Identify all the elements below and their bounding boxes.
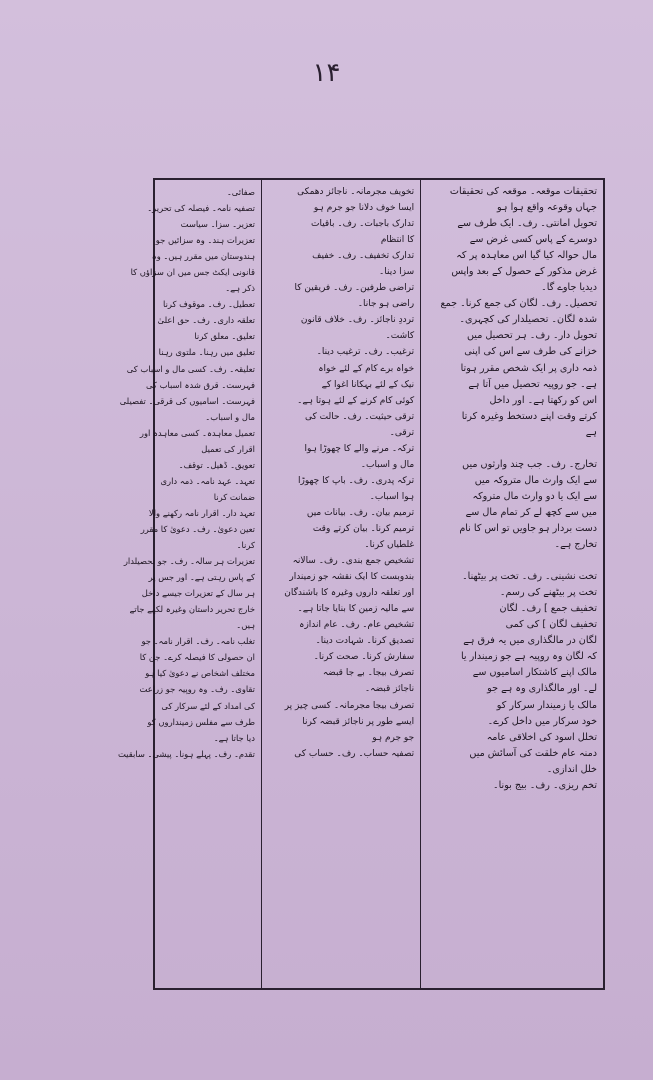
entry-line: [427, 441, 597, 457]
entry-line: [427, 553, 597, 569]
page-number: ۱۴: [312, 58, 341, 88]
entry-line: فہرست۔ قرق شدہ اسباب کی: [145, 379, 255, 390]
entry-line: ترقی۔: [389, 427, 415, 438]
entry-line: ترمیم کرنا۔ بیان کرتے وقت: [312, 523, 415, 534]
entry-line: خارج تحریر داستان وغیرہ لکھے جاتے: [129, 604, 255, 615]
column-right: [421, 180, 603, 988]
entry-line: طرف سے مفلس زمینداروں کو: [147, 716, 255, 727]
entry-line: تشخیص جمع بندی۔ رف۔ سالانہ: [292, 556, 415, 567]
entry-line: مالک اپنے کاشتکار اسامیوں سے: [472, 667, 597, 679]
entry-line: شدہ لگان۔ تحصیلدار کی کچہری۔: [459, 314, 597, 326]
entry-line: سزا دینا۔: [379, 267, 415, 278]
entry-line: میں سے کچھ لے کر تمام مال سے: [465, 506, 597, 518]
entry-line: تعلیقہ۔ رف۔ کسی مال و اسباب کی: [126, 363, 255, 374]
entry-line: ترکہ۔ مرنے والے کا چھوڑا ہوا: [304, 443, 415, 454]
entry-line: کا انتظام: [380, 235, 415, 246]
entry-line: تقدم۔ رف۔ پہلے ہونا۔ پیشی۔ سابقیت: [117, 748, 255, 759]
entry-line: تعزیرات ہند۔ وہ سزائیں جو: [155, 235, 255, 246]
entry-line: تراضی طرفین۔ رف۔ فریقین کا: [294, 283, 415, 294]
entry-line: تخفیف لگان ] کی کمی: [505, 619, 597, 631]
entry-line: تصدیق کرنا۔ شہادت دینا۔: [315, 636, 415, 647]
entry-line: تعہد۔ عہد نامہ۔ ذمہ داری: [160, 475, 255, 486]
entry-line: بندوبست کا ایک نقشہ جو زمیندار: [289, 572, 415, 583]
entry-line: تغلب نامہ۔ رف۔ اقرار نامہ۔ جو: [141, 636, 255, 647]
column-left: [117, 180, 261, 988]
entry-line: غرض مذکور کے حصول کے بعد واپس: [451, 266, 597, 278]
entry-line: خلل اندازی۔: [546, 763, 597, 775]
glossary-table: [117, 178, 605, 990]
entry-line: ایسا خوف دلانا جو جرم ہو: [313, 203, 415, 214]
entry-line: تقاوی۔ رف۔ وہ روپیہ جو زراعت: [139, 684, 255, 695]
entry-line: جہاں وقوعہ واقع ہوا ہو: [496, 202, 597, 214]
entry-line: تدارک باجبات۔ رف۔ باقیات: [310, 219, 415, 230]
entry-line: سے ایک وارث مال متروکہ میں: [474, 474, 597, 486]
entry-line: تشخیص عام۔ رف۔ عام اندازہ: [299, 620, 415, 631]
entry-line: کاشت۔: [385, 331, 415, 342]
entry-line: تعلیق۔ معلق کرنا: [194, 331, 255, 342]
entry-line: قانونی ایکٹ جس میں ان سزاؤں کا: [130, 267, 255, 278]
entry-line: تعزیر۔ سزا۔ سیاست: [180, 219, 255, 230]
entry-line: ان حصولی کا فیصلہ کرے۔ جن کا: [139, 652, 255, 663]
entry-line: اس کو رکھتا ہے۔ اور داخل: [489, 394, 597, 406]
entry-line: کی امداد کے لئے سرکار کی: [161, 700, 255, 711]
entry-line: تصفیہ نامہ۔ فیصلہ کی تحریر۔: [147, 203, 255, 214]
entry-line: تعمیل معاہدہ۔ کسی معاہدہ اور: [139, 427, 255, 438]
entry-line: تعطیل۔ رف۔ موقوف کرنا: [163, 299, 255, 310]
entry-line: ہوا اسباب۔: [369, 491, 415, 502]
entry-line: تعہد دار۔ اقرار نامہ رکھنے والا: [148, 507, 255, 518]
entry-line: ایسے طور پر ناجائز قبضہ کرنا: [302, 716, 415, 727]
entry-line: تخویف مجرمانہ۔ ناجائز دھمکی: [297, 187, 415, 197]
entry-line: دوسرے کے پاس کسی غرض سے: [469, 234, 597, 246]
entry-line: تخت نشینی۔ رف۔ تخت پر بیٹھنا۔: [462, 571, 597, 583]
entry-line: تحصیل۔ رف۔ لگان کی جمع کرنا۔ جمع: [440, 298, 597, 310]
entry-line: سے ایک یا دو وارث مال متروکہ: [472, 490, 597, 502]
entry-line: اقرار کی تعمیل: [201, 443, 255, 454]
entry-line: ہر سال کے تعزیرات جیسے داخل: [141, 588, 255, 599]
entry-line: تصرف بیجا۔ بے جا قبضہ: [322, 668, 415, 679]
entry-line: تدارک تخفیف۔ رف۔ خفیف: [312, 251, 415, 262]
entry-line: خود سرکار میں داخل کرے۔: [487, 715, 597, 727]
entry-line: نیک کے لئے بہکانا اغوا کے: [321, 379, 415, 390]
entry-line: تخم ریزی۔ رف۔ بیج بونا۔: [493, 779, 597, 791]
entry-line: تعویق۔ ڈھیل۔ توقف۔: [178, 459, 255, 470]
entry-line: ترددِ ناجائز۔ رف۔ خلاف قانون: [300, 315, 415, 326]
entry-line: مال و اسباب۔: [360, 459, 415, 470]
entry-line: سے مالیہ زمین کا بنایا جاتا ہے۔: [297, 604, 415, 615]
entry-line: جو جرم ہو: [372, 732, 415, 743]
entry-line: ہیں۔: [236, 620, 255, 631]
entry-line: کہ لگان وہ روپیہ ہے جو زمیندار یا: [460, 651, 597, 663]
entry-line: ترقی حیثیت۔ رف۔ حالت کی: [304, 411, 415, 422]
entry-line: مختلف اشخاص نے دعویٰ کیا ہو: [145, 668, 255, 679]
entry-line: تخت پر بیٹھنے کی رسم۔: [499, 587, 597, 599]
entry-line: دیدیا جاوے گا۔: [541, 282, 597, 294]
entry-line: ترغیب۔ رف۔ ترغیب دینا۔: [316, 347, 415, 358]
entry-line: مال و اسباب۔: [205, 411, 255, 422]
entry-line: دست بردار ہو جاویں تو اس کا نام: [459, 522, 597, 534]
entry-line: تحویل امانتی۔ رف۔ ایک طرف سے: [457, 218, 597, 230]
entry-line: راضی ہو جانا۔: [357, 299, 415, 310]
entry-line: تعلیق میں رہنا۔ ملتوی رہنا: [158, 347, 255, 358]
entry-line: تعلقہ داری۔ رف۔ حق اعلیٰ: [157, 315, 255, 326]
entry-line: ضمانت کرنا: [213, 491, 255, 502]
entry-line: فہرست۔ اسامیوں کی قرقی۔ تفصیلی: [119, 395, 255, 406]
entry-line: تصفیہ حساب۔ رف۔ حساب کی: [294, 748, 415, 759]
entry-line: تصرف بیجا مجرمانہ۔ کسی چیز پر: [284, 700, 415, 711]
entry-line: تحقیقات موقعہ۔ موقعہ کی تحقیقات: [449, 186, 597, 197]
entry-line: دمنہ عام خلقت کی آسائش میں: [469, 747, 597, 759]
entry-line: صفائی۔: [226, 187, 255, 197]
entry-line: ناجائز قبضہ۔: [364, 684, 415, 695]
entry-line: مالک یا زمیندار سرکار کو: [496, 699, 597, 711]
entry-line: ہندوستان میں مقرر ہیں۔ وہ: [151, 251, 255, 262]
entry-line: ذمہ داری پر ایک شخص مقرر ہوتا: [460, 362, 597, 374]
entry-line: ہے: [585, 426, 597, 438]
entry-line: خواہ برے کام کے لئے خواہ: [318, 363, 415, 374]
entry-line: کرنا۔: [236, 540, 255, 551]
column-middle: [261, 180, 421, 988]
entry-line: تعزیرات ہر سالہ۔ رف۔ جو تحصیلدار: [123, 556, 255, 567]
entry-line: ترکہ پدری۔ رف۔ باپ کا چھوڑا: [298, 475, 415, 486]
entry-line: تخارج۔ رف۔ جب چند وارثوں میں: [462, 458, 597, 470]
entry-line: کوئی کام کرنے کے لئے ہوتا ہے۔: [297, 395, 415, 406]
entry-line: تخلل اسود کی اخلاقی عامہ: [486, 731, 597, 743]
entry-line: غلطیاں کرنا۔: [364, 540, 415, 551]
entry-line: مال حوالہ کیا گیا اس معاہدہ پر کہ: [456, 250, 597, 262]
entry-line: اور تعلقہ داروں وغیرہ کا باشندگان: [284, 588, 415, 599]
entry-line: تعین دعویٰ۔ رف۔ دعویٰ کا مقرر: [140, 523, 255, 534]
entry-line: لگان در مالگذاری میں یہ فرق ہے: [463, 635, 597, 647]
entry-line: ذکر ہے۔: [225, 283, 255, 294]
entry-line: کے پاس رہتی ہے۔ اور جس پر: [148, 572, 255, 583]
entry-line: تخارج ہے۔: [554, 539, 597, 551]
entry-line: سفارش کرنا۔ صحت کرنا۔: [313, 652, 415, 663]
entry-line: تخفیف جمع ] رف۔ لگان: [499, 603, 597, 615]
entry-line: ترمیم بیان۔ رف۔ بیانات میں: [306, 507, 415, 518]
entry-line: ہے۔ جو روپیہ تحصیل میں آتا ہے: [468, 378, 597, 390]
entry-line: تحویل دار۔ رف۔ ہر تحصیل میں: [467, 330, 597, 342]
entry-line: کرتے وقت اپنے دستخط وغیرہ کرتا: [461, 410, 597, 422]
entry-line: خزانے کی طرف سے اس کی اپنی: [464, 346, 597, 358]
entry-line: دیا جاتا ہے۔: [213, 732, 255, 743]
entry-line: لے۔ اور مالگذاری وہ ہے جو: [487, 683, 597, 695]
